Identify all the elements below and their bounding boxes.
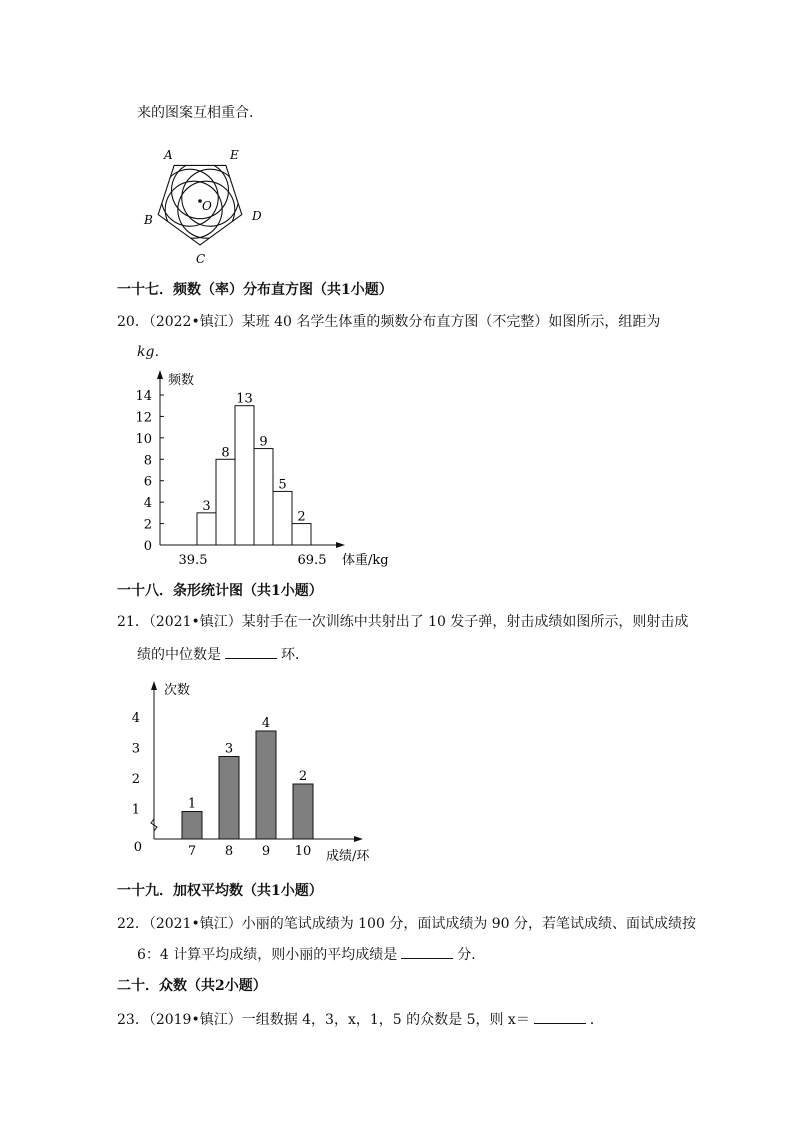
y-tick-label: 8 xyxy=(143,453,152,469)
histogram-data-label: 5 xyxy=(278,477,287,493)
label-d: D xyxy=(252,209,262,223)
histogram-bar xyxy=(254,449,273,545)
x-axis-arrow xyxy=(354,836,363,842)
bar-data-label: 1 xyxy=(187,796,197,812)
histogram-data-label: 2 xyxy=(297,509,306,525)
q21-line1: 21．（2021•镇江）某射手在一次训练中共射出了 10 发子弹，射击成绩如图所示，则射击成 xyxy=(117,614,689,630)
bar-data-label: 4 xyxy=(261,716,271,731)
y-tick-label: 6 xyxy=(143,474,152,490)
x-axis-label: 体重/kg xyxy=(342,553,389,568)
bar-chart xyxy=(110,676,410,868)
histogram-data-label: 3 xyxy=(202,498,211,514)
q20-line2: kg． xyxy=(137,344,169,360)
bar-data-label: 3 xyxy=(224,741,234,757)
bar xyxy=(256,731,276,839)
label-o: O xyxy=(202,199,212,213)
y-axis-label: 次数 xyxy=(164,683,191,698)
section-heading-20: 二十．众数（共2小题） xyxy=(117,978,267,994)
y-tick-label: 2 xyxy=(143,517,152,533)
q23-answer-blank[interactable] xyxy=(534,1009,586,1024)
bar-data-label: 2 xyxy=(298,769,308,784)
q22-line2-pre: 6：4 计算平均成绩，则小丽的平均成绩是 xyxy=(137,947,398,963)
histogram-bar xyxy=(216,459,235,545)
q21-line2-post: 环． xyxy=(281,647,309,663)
y-axis-arrow xyxy=(157,370,163,379)
histogram-bar xyxy=(292,524,311,545)
x-tick-label: 39.5 xyxy=(178,553,208,568)
q22-answer-blank[interactable] xyxy=(401,944,453,959)
label-a: A xyxy=(164,148,173,162)
bar xyxy=(293,784,313,839)
y-tick-label: 2 xyxy=(131,772,140,787)
histogram-chart xyxy=(110,365,410,575)
y-tick-label: 4 xyxy=(131,711,140,726)
x-tick-label: 9 xyxy=(261,844,271,859)
q21-line2-pre: 绩的中位数是 xyxy=(137,647,221,663)
q22-line1: 22．（2021•镇江）小丽的笔试成绩为 100 分，面试成绩为 90 分，若笔试成绩、面试成绩按 xyxy=(117,916,697,932)
q20-line1: 20．（2022•镇江）某班 40 名学生体重的频数分布直方图（不完整）如图所示，组距为 xyxy=(117,314,661,330)
q22-line2 xyxy=(137,944,485,965)
flower-pentagon xyxy=(158,165,242,245)
label-e: E xyxy=(230,148,239,162)
label-b: B xyxy=(144,213,153,227)
section-heading-19: 一十九．加权平均数（共1小题） xyxy=(117,883,323,899)
y-tick-label: 4 xyxy=(143,496,152,512)
histogram-bar xyxy=(273,491,292,545)
x-axis-arrow xyxy=(336,542,345,548)
histogram-data-label: 13 xyxy=(236,391,253,407)
x-axis-label: 成绩/环 xyxy=(326,849,370,864)
section-heading-17: 一十七．频数（率）分布直方图（共1小题） xyxy=(117,282,393,298)
y-tick-label: 12 xyxy=(135,410,152,426)
q23-line-post: ． xyxy=(589,1012,604,1028)
q23-line xyxy=(117,1009,604,1030)
q23-line-pre: 23．（2019•镇江）一组数据 4，3，x，1，5 的众数是 5，则 x＝ xyxy=(117,1012,530,1028)
q22-line2-post: 分． xyxy=(457,947,486,963)
bar xyxy=(182,812,202,840)
y-axis-arrow xyxy=(151,681,157,690)
histogram-bar xyxy=(197,513,216,545)
y-tick-label: 0 xyxy=(133,840,142,855)
label-c: C xyxy=(196,252,206,266)
x-tick-label: 69.5 xyxy=(297,553,327,568)
intro-line: 来的图案互相重合． xyxy=(137,105,263,121)
histogram-data-label: 9 xyxy=(259,434,268,450)
y-tick-label: 3 xyxy=(131,741,140,757)
x-tick-label: 7 xyxy=(187,844,197,859)
histogram-data-label: 8 xyxy=(221,445,230,461)
x-tick-label: 8 xyxy=(224,844,234,859)
histogram-bar xyxy=(235,406,254,545)
x-tick-label: 10 xyxy=(294,844,312,859)
y-tick-label: 10 xyxy=(135,431,152,447)
q21-answer-blank[interactable] xyxy=(225,644,277,659)
y-tick-label: 1 xyxy=(131,802,140,818)
bar xyxy=(219,757,239,840)
flower-figure xyxy=(130,132,280,266)
q21-line2 xyxy=(137,644,309,665)
y-axis-label: 频数 xyxy=(168,373,195,388)
y-tick-label: 0 xyxy=(143,539,152,554)
y-tick-label: 14 xyxy=(135,389,152,404)
section-heading-18: 一十八．条形统计图（共1小题） xyxy=(117,583,323,599)
